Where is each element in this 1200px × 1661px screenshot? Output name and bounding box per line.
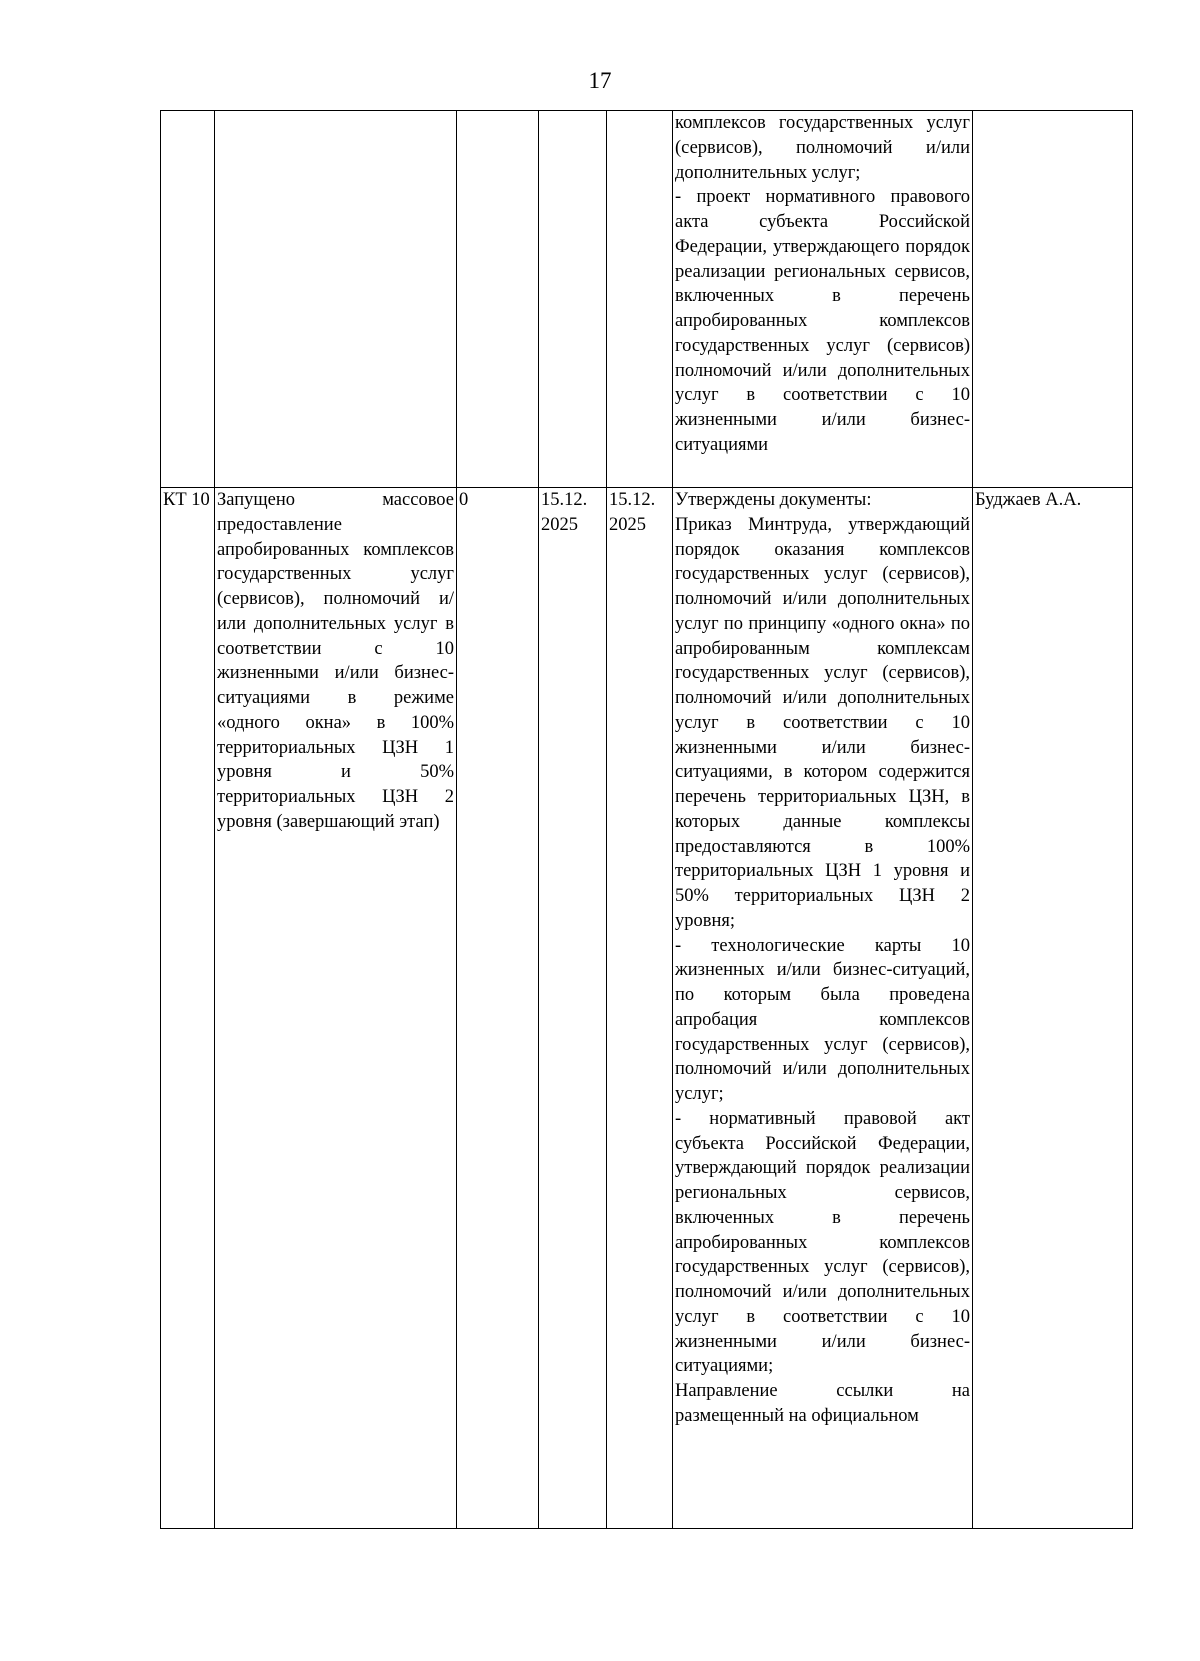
document-paragraph: - проект нормативного правового акта субъекта Российской Федерации, утверждающего порядок реализации региональных сервисов, включенных в перечень апробированных комплексов государственных услуг (сервисов) полномочий и/или дополнительных услуг в соответствии с 10 жизненными и/или бизнес-ситуациями xyxy=(675,187,970,455)
table-row xyxy=(161,111,1133,488)
page-number: 17 xyxy=(588,68,612,93)
cell-responsible: Буджаев А.А. xyxy=(973,488,1133,1529)
cell-value: 0 xyxy=(457,488,539,1529)
cell-name: Запущено массовое предоставление апробированных комплексов государственных услуг (сервисов), полномочий и/или дополнительных услуг в соответствии с 10 жизненными и/или бизнес-ситуациями в режиме «одного окна» в 100% территориальных ЦЗН 1 уровня и 50% территориальных ЦЗН 2 уровня (завершающий этап) xyxy=(215,488,457,1529)
cell-date-end: 15.12. 2025 xyxy=(607,488,673,1529)
table-row xyxy=(161,488,1133,1529)
document-paragraph: - нормативный правовой акт субъекта Российской Федерации, утверждающий порядок реализации региональных сервисов, включенных в перечень апробированных комплексов государственных услуг (сервисов), полномочий и/или дополнительных услуг в соответствии с 10 жизненными и/или бизнес-ситуациями; xyxy=(675,1108,970,1377)
cell-responsible xyxy=(973,111,1133,488)
document-paragraph: Утверждены документы: xyxy=(675,490,872,510)
document-paragraph: Приказ Минтруда, утверждающий порядок оказания комплексов государственных услуг (сервисов), полномочий и/или дополнительных услуг по принципу «одного окна» по апробированным комплексам государственных услуг (сервисов), полномочий и/или дополнительных услуг в соответствии с 10 жизненными и/или бизнес-ситуациями, в котором содержится перечень территориальных ЦЗН, в которых данные комплексы предоставляются в 100% территориальных ЦЗН 1 уровня и 50% территориальных ЦЗН 2 уровня; xyxy=(675,514,970,931)
cell-date-end xyxy=(607,111,673,488)
cell-date-start xyxy=(539,111,607,488)
cell-value xyxy=(457,111,539,488)
cell-code xyxy=(161,111,215,488)
document-paragraph: Направление ссылки на размещенный на официальном xyxy=(675,1381,970,1426)
document-paragraph: комплексов государственных услуг (сервисов), полномочий и/или дополнительных услуг; xyxy=(675,113,970,183)
control-points-table xyxy=(160,110,1133,1529)
document-paragraph: - технологические карты 10 жизненных и/или бизнес-ситуаций, по которым была проведена апробация комплексов государственных услуг (сервисов), полномочий и/или дополнительных услуг; xyxy=(675,935,970,1104)
cell-code: КТ 10 xyxy=(161,488,215,1529)
cell-documents xyxy=(673,111,973,488)
cell-documents xyxy=(673,488,973,1529)
cell-name xyxy=(215,111,457,488)
cell-date-start: 15.12. 2025 xyxy=(539,488,607,1529)
